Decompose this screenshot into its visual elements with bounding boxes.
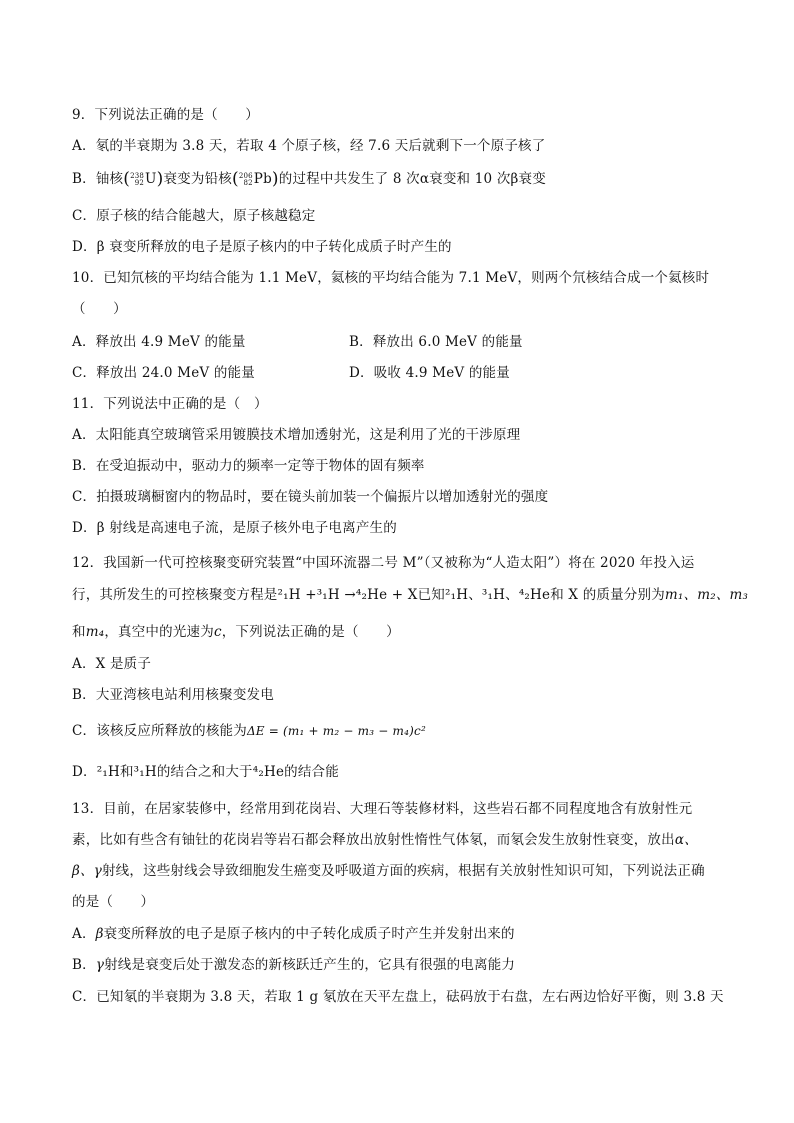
q10-option-d: D．吸收 4.9 MeV 的能量 [349, 365, 510, 381]
q13-stem-line4: 的是（ ） [72, 894, 155, 910]
q11-option-a: A．太阳能真空玻璃管采用镀膜技术增加透射光，这是利用了光的干涉原理 [72, 427, 521, 443]
q13-option-c: C．已知氡的半衰期为 3.8 天，若取 1 g 氡放在天平左盘上，砝码放于右盘，左右两边恰好平衡，则 3.8 天 [72, 989, 724, 1005]
q9-option-c: C．原子核的结合能越大，原子核越稳定 [72, 208, 316, 224]
q13-stem-line2: 素，比如有些含有铀钍的花岗岩等岩石都会释放出放射性惰性气体氡，而氡会发生放射性衰变，放出α、 [72, 832, 698, 848]
q12-stem-line1: 12．我国新一代可控核聚变研究装置“中国环流器二号 M”（又被称为“人造太阳”）将在 2020 年投入运 [72, 555, 695, 571]
q12-option-d: D．²₁H和³₁H的结合之和大于⁴₂He的结合能 [72, 764, 339, 780]
q9-option-a: A．氡的半衰期为 3.8 天，若取 4 个原子核，经 7.6 天后就剩下一个原子核了 [72, 138, 546, 154]
q10-option-c: C．释放出 24.0 MeV 的能量 [72, 365, 255, 381]
fusion-equation: ²₁H +³₁H →⁴₂He + X [277, 587, 418, 603]
q10-stem: 10．已知氘核的平均结合能为 1.1 MeV，氦核的平均结合能为 7.1 MeV，则两个氘核结合成一个氦核时 [72, 270, 710, 286]
q10-stem-paren: （ ） [72, 301, 127, 317]
q10-option-a: A．释放出 4.9 MeV 的能量 [72, 334, 246, 350]
q12-stem-line3: 和m₄，真空中的光速为c，下列说法正确的是（ ） [72, 624, 400, 640]
q11-option-d: D．β 射线是高速电子流，是原子核外电子电离产生的 [72, 520, 397, 536]
q13-stem-line3: β、γ射线，这些射线会导致细胞发生癌变及呼吸道方面的疾病，根据有关放射性知识可知，下列说法正确 [72, 863, 705, 879]
lead-isotope: 206 82 [238, 171, 253, 187]
q12-stem-line2: 行，其所发生的可控核聚变方程是²₁H +³₁H →⁴₂He + X已知²₁H、³₁H、⁴₂He和 X 的质量分别为m₁、m₂、m₃ [72, 587, 749, 603]
q12-option-c: C．该核反应所释放的核能为ΔE = (m₁ + m₂ − m₃ − m₄)c² [72, 723, 426, 739]
q11-option-c: C．拍摄玻璃橱窗内的物品时，要在镜头前加装一个偏振片以增加透射光的强度 [72, 489, 549, 505]
q9-stem: 9．下列说法正确的是（ ） [72, 107, 259, 123]
q10-option-b: B．释放出 6.0 MeV 的能量 [349, 334, 523, 350]
energy-formula: ΔE = (m₁ + m₂ − m₃ − m₄)c² [246, 724, 426, 738]
q12-option-b: B．大亚湾核电站利用核聚变发电 [72, 687, 274, 703]
q9-option-d: D．β 衰变所释放的电子是原子核内的中子转化成质子时产生的 [72, 239, 452, 255]
q11-stem: 11．下列说法中正确的是（ ） [72, 396, 268, 412]
q11-option-b: B．在受迫振动中，驱动力的频率一定等于物体的固有频率 [72, 458, 425, 474]
q13-option-b: B．γ射线是衰变后处于激发态的新核跃迁产生的，它具有很强的电离能力 [72, 957, 516, 973]
q13-stem-line1: 13．目前，在居家装修中，经常用到花岗岩、大理石等装修材料，这些岩石都不同程度地含有放射性元 [72, 801, 693, 817]
q13-option-a: A．β衰变所释放的电子是原子核内的中子转化成质子时产生并发射出来的 [72, 926, 515, 942]
uranium-isotope: 238 92 [130, 171, 145, 187]
q9-option-b: B．铀核( 238 92 U)衰变为铅核( 206 82 Pb)的过程中共发生了 8 次α衰变和 10 次β衰变 [72, 169, 546, 189]
q12-option-a: A．X 是质子 [72, 656, 152, 672]
